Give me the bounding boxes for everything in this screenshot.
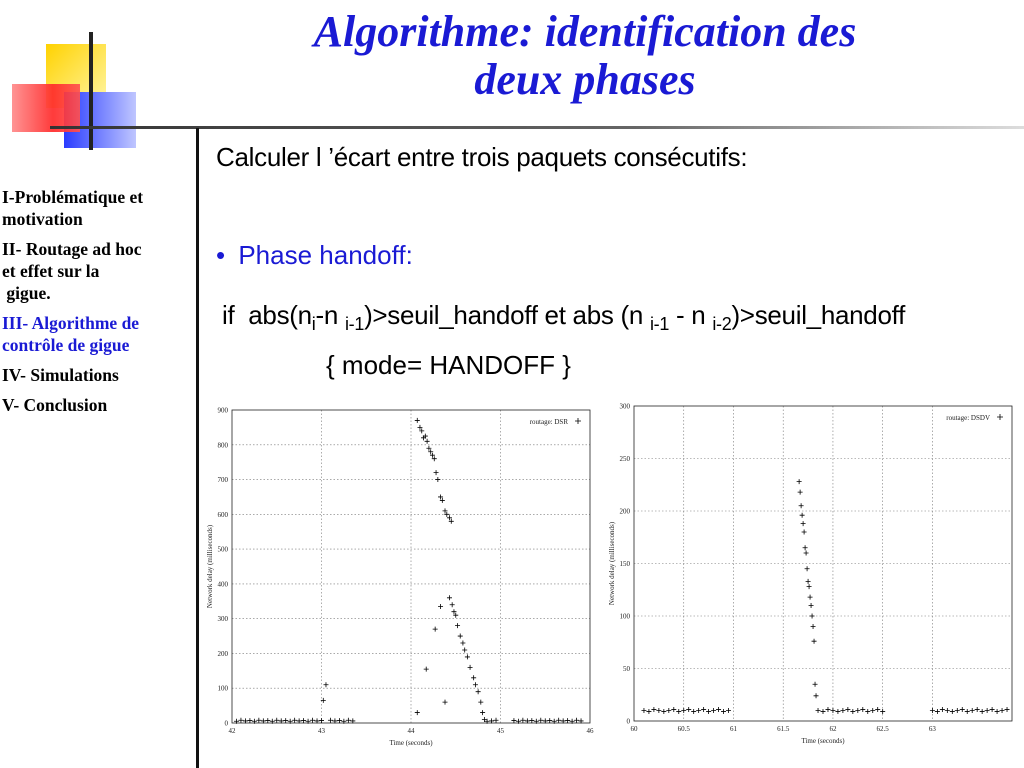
formula-part: )>seuil_handoff et abs (n (364, 300, 650, 330)
data-point (940, 707, 945, 712)
data-point (995, 709, 1000, 714)
x-axis-label: Time (seconds) (389, 739, 433, 747)
data-point (283, 718, 288, 723)
x-tick-label: 60.5 (677, 725, 690, 733)
sidebar-item-line: gigue. (2, 283, 51, 303)
data-point (460, 641, 465, 646)
data-point (681, 708, 686, 713)
data-point (319, 718, 324, 723)
y-tick-label: 0 (224, 719, 228, 728)
data-point (425, 439, 430, 444)
data-point (656, 708, 661, 713)
data-point (473, 682, 478, 687)
y-tick-label: 300 (217, 615, 228, 624)
y-tick-label: 100 (217, 684, 228, 693)
y-tick-label: 800 (217, 441, 228, 450)
data-point (547, 718, 552, 723)
data-point (462, 647, 467, 652)
data-point (811, 624, 816, 629)
x-tick-label: 62.5 (876, 725, 889, 733)
y-tick-label: 400 (217, 580, 228, 589)
data-point (711, 708, 716, 713)
x-axis-label: Time (seconds) (801, 737, 845, 745)
data-point (676, 709, 681, 714)
x-tick-label: 43 (318, 727, 325, 735)
data-point (814, 693, 819, 698)
data-point (990, 707, 995, 712)
data-point (471, 675, 476, 680)
sidebar-item-line: IV- Simulations (2, 365, 119, 385)
data-point (686, 707, 691, 712)
formula-part: - n (669, 300, 713, 330)
x-tick-label: 61 (729, 725, 737, 733)
data-point (716, 707, 721, 712)
data-point (438, 604, 443, 609)
data-point (247, 718, 252, 723)
sidebar-item-line: motivation (2, 209, 83, 229)
data-point (806, 579, 811, 584)
data-point (1000, 708, 1005, 713)
data-point (346, 718, 351, 723)
data-point (799, 503, 804, 508)
data-point (850, 709, 855, 714)
data-point (691, 709, 696, 714)
legend-label: routage: DSR (529, 418, 568, 426)
logo-graphic (0, 0, 200, 160)
y-tick-label: 900 (217, 406, 228, 415)
data-point (807, 584, 812, 589)
x-tick-label: 45 (497, 727, 504, 735)
data-point (830, 708, 835, 713)
data-point (706, 709, 711, 714)
sidebar-item-algorithme[interactable] (2, 312, 194, 356)
data-point (565, 718, 570, 723)
data-point (835, 709, 840, 714)
data-point (434, 470, 439, 475)
sidebar-item-routage[interactable] (2, 238, 194, 304)
data-point (945, 708, 950, 713)
data-point (970, 708, 975, 713)
data-point (424, 667, 429, 672)
data-point (415, 710, 420, 715)
data-point (726, 708, 731, 713)
data-point (661, 709, 666, 714)
data-point (1005, 707, 1010, 712)
data-point (805, 566, 810, 571)
data-point (965, 709, 970, 714)
data-point (980, 709, 985, 714)
x-tick-label: 44 (407, 727, 415, 735)
x-tick-label: 46 (586, 727, 594, 735)
data-point (955, 708, 960, 713)
legend-label: routage: DSDV (946, 414, 990, 422)
data-point (433, 627, 438, 632)
formula-part: )>seuil_handoff (731, 300, 906, 330)
data-point (256, 718, 261, 723)
data-point (810, 614, 815, 619)
chart-dsr-svg (202, 402, 602, 752)
sidebar-item-line: I-Problématique et (2, 187, 144, 207)
sidebar-item-line: contrôle de gigue (2, 335, 130, 355)
data-point (812, 639, 817, 644)
data-point (458, 634, 463, 639)
formula-part: if abs(n (222, 300, 312, 330)
data-point (556, 718, 561, 723)
data-point (468, 665, 473, 670)
data-point (985, 708, 990, 713)
data-point (935, 709, 940, 714)
data-point (845, 707, 850, 712)
data-point (435, 477, 440, 482)
data-point (671, 707, 676, 712)
y-tick-label: 50 (623, 665, 630, 673)
data-point (265, 718, 270, 723)
data-point (520, 718, 525, 723)
data-point (310, 718, 315, 723)
data-point (950, 709, 955, 714)
data-point (450, 602, 455, 607)
y-tick-label: 700 (217, 476, 228, 485)
formula-subscript: i-1 (649, 314, 670, 334)
data-point (574, 718, 579, 723)
data-point (538, 718, 543, 723)
y-tick-label: 100 (619, 612, 630, 621)
title-line-2: deux phases (474, 55, 696, 104)
sidebar-item-line: et effet sur la (2, 261, 100, 281)
y-tick-label: 200 (217, 649, 228, 658)
data-point (641, 708, 646, 713)
data-point (323, 682, 328, 687)
y-tick-label: 200 (619, 507, 630, 516)
data-point (480, 710, 485, 715)
data-point (809, 603, 814, 608)
intro-text: Calculer l ’écart entre trois paquets consécutifs: (216, 142, 748, 172)
data-point (802, 530, 807, 535)
data-point (292, 718, 297, 723)
mode-statement: { mode= HANDOFF } (326, 350, 571, 380)
y-tick-label: 0 (626, 717, 630, 726)
data-point (321, 698, 326, 703)
data-point (415, 418, 420, 423)
data-point (798, 490, 803, 495)
data-point (476, 689, 481, 694)
bullet-marker: • (216, 240, 226, 270)
sidebar-item-line: III- Algorithme de (2, 313, 140, 333)
data-point (511, 718, 516, 723)
data-point (825, 707, 830, 712)
data-point (651, 707, 656, 712)
handoff-formula (222, 300, 906, 334)
data-point (801, 521, 806, 526)
sidebar-item-line: II- Routage ad hoc (2, 239, 142, 259)
data-point (960, 707, 965, 712)
data-point (816, 708, 821, 713)
data-point (529, 718, 534, 723)
legend-marker (575, 418, 581, 424)
data-point (274, 718, 279, 723)
data-point (701, 707, 706, 712)
sidebar-item-conclusion[interactable] (2, 394, 194, 416)
sidebar-divider (196, 128, 199, 768)
data-point (666, 708, 671, 713)
data-point (803, 545, 808, 550)
data-point (696, 708, 701, 713)
formula-subscript: i-1 (344, 314, 365, 334)
chart-dsr (202, 402, 602, 757)
data-point (865, 709, 870, 714)
x-tick-label: 62 (829, 725, 837, 733)
data-point (975, 707, 980, 712)
data-point (494, 718, 499, 723)
x-tick-label: 63 (928, 725, 936, 733)
chart-dsdv (604, 400, 1022, 755)
y-axis-label: Network delay (milliseconds) (608, 521, 616, 606)
data-point (328, 718, 333, 723)
data-point (875, 707, 880, 712)
data-point (301, 718, 306, 723)
data-point (337, 718, 342, 723)
data-point (646, 709, 651, 714)
legend-marker (997, 414, 1003, 420)
sidebar-item-problematique[interactable] (2, 186, 194, 230)
data-point (443, 700, 448, 705)
chart-dsdv-svg (604, 400, 1022, 750)
x-tick-label: 42 (228, 727, 236, 735)
data-point (455, 623, 460, 628)
y-axis-label: Network delay (milliseconds) (206, 524, 214, 609)
data-point (465, 654, 470, 659)
x-tick-label: 60 (630, 725, 638, 733)
formula-subscript: i-2 (712, 314, 732, 334)
data-point (804, 551, 809, 556)
data-point (860, 707, 865, 712)
data-point (800, 513, 805, 518)
y-tick-label: 150 (619, 560, 630, 568)
bullet-phase-handoff (216, 240, 413, 271)
data-point (797, 479, 802, 484)
data-point (870, 708, 875, 713)
sidebar-nav (2, 186, 194, 424)
data-point (808, 595, 813, 600)
y-tick-label: 250 (619, 455, 630, 463)
data-point (478, 700, 483, 705)
sidebar-item-simulations[interactable] (2, 364, 194, 386)
page-title (200, 8, 970, 104)
data-point (721, 709, 726, 714)
formula-part: -n (315, 300, 345, 330)
sidebar-item-line: V- Conclusion (2, 395, 108, 415)
data-point (930, 708, 935, 713)
y-tick-label: 500 (217, 545, 228, 554)
y-tick-label: 600 (217, 510, 228, 519)
data-point (447, 595, 452, 600)
data-point (813, 682, 818, 687)
data-point (821, 709, 826, 714)
data-point (855, 708, 860, 713)
bullet-text: Phase handoff: (238, 240, 413, 270)
formula-subscript: i (311, 314, 316, 334)
data-point (880, 709, 885, 714)
data-point (840, 708, 845, 713)
y-tick-label: 300 (619, 402, 630, 411)
x-tick-label: 61.5 (777, 725, 790, 733)
data-point (238, 718, 243, 723)
title-line-1: Algorithme: identification des (313, 7, 857, 56)
